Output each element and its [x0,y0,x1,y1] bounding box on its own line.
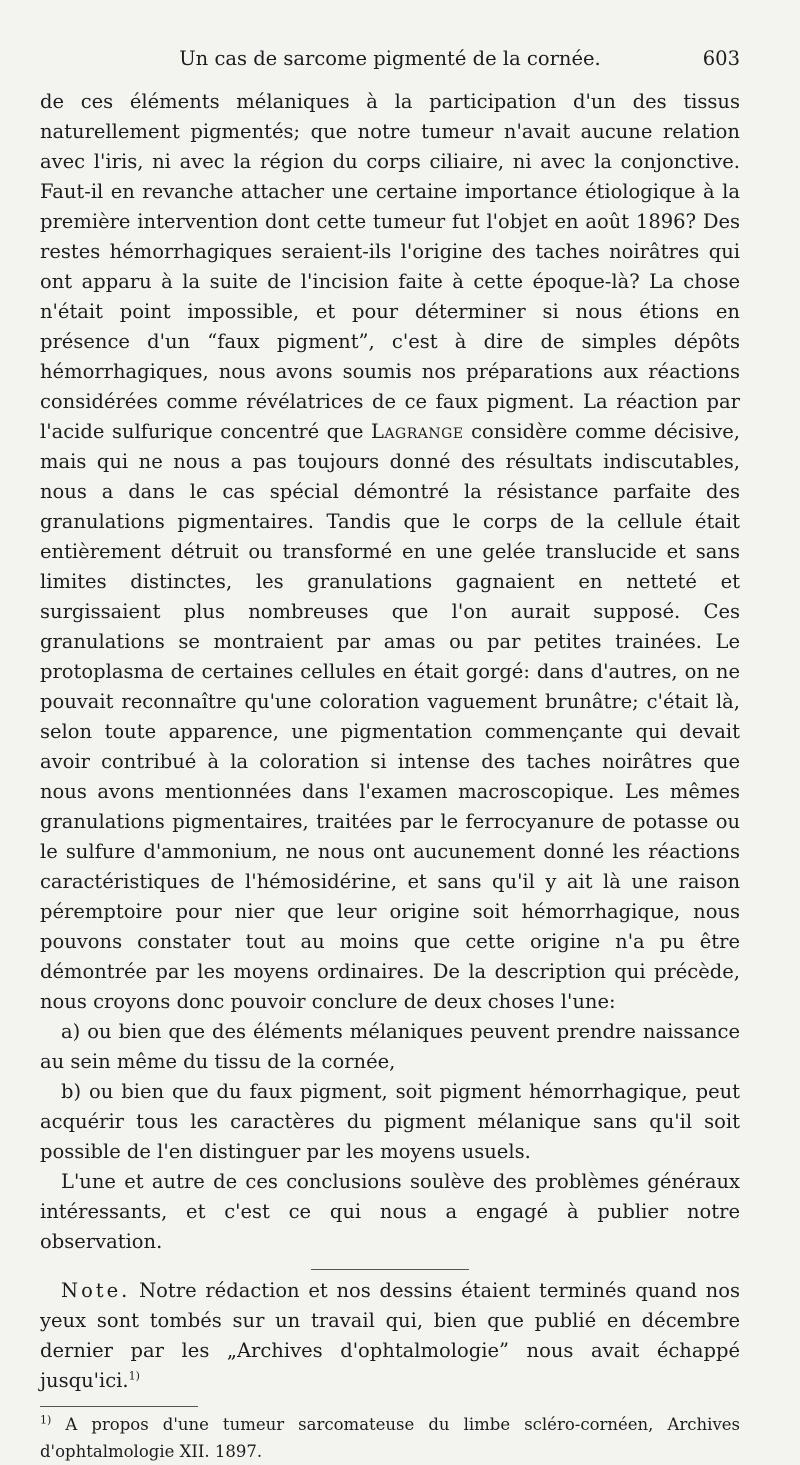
footnote-divider [40,1406,198,1407]
running-title: Un cas de sarcome pigmenté de la cornée. [179,47,601,70]
footnote-reference: 1) [128,1369,140,1383]
conclusion-item-a: a) ou bien que des éléments mélaniques peuvent prendre naissance au sein même du tissu de la cornée, [40,1020,740,1073]
page-number: 603 [702,47,740,70]
footnote-marker: 1) [40,1413,52,1427]
main-text [40,87,740,1465]
footnote-text: A propos d'une tumeur sarcomateuse du limbe scléro-cornéen, Archives d'ophtalmologie XII. 1897. [40,1415,740,1461]
note-label: Note. [61,1279,131,1302]
author-name-lagrange: Lagrange [370,420,464,443]
section-divider [311,1269,469,1270]
conclusion-item-b: b) ou bien que du faux pigment, soit pigment hémorrhagique, peut acquérir tous les caractères du pigment mélanique sans qu'il soit possible de l'en distinguer par les moyens usuels. [40,1080,740,1163]
note-paragraph [40,1276,740,1396]
paragraph-1-part-1: de ces éléments mélaniques à la participation d'un des tissus naturellement pigmentés; que notre tumeur n'avait aucune relation avec l'iris, ni avec la région du corps ciliaire, ni avec la conjonctive. Faut-il en revanche attacher une certaine importance étiologique à la première intervention dont cette tumeur fut l'objet en août 1896? Des restes hémorrhagiques seraient-ils l'origine des taches noirâtres qui ont apparu à la suite de l'incision faite à cette époque-là? La chose n'était point impossible, et pour déterminer si nous étions en présence d'un “faux pigment”, c'est à dire de simples dépôts hémorrhagiques, nous avons soumis nos préparations aux réactions considérées comme révélatrices de ce faux pigment. La réaction par l'acide sulfurique concentré que [40,90,740,443]
paragraph-1-part-2: considère comme décisive, mais qui ne nous a pas toujours donné des résultats indiscutables, nous a dans le cas spécial démontré la résistance parfaite des granulations pigmentaires. Tandis que le corps de la cellule était entièrement détruit ou transformé en une gelée translucide et sans limites distinctes, les granulations gagnaient en netteté et surgissaient plus nombreuses que l'on aurait supposé. Ces granulations se montraient par amas ou par petites trainées. Le protoplasma de certaines cellules en était gorgé: dans d'autres, on ne pouvait reconnaître qu'une coloration vaguement brunâtre; c'était là, selon toute apparence, une pigmentation commençante qui devait avoir contribué à la coloration si intense des taches noirâtres que nous avons mentionnées dans l'examen macroscopique. Les mêmes granulations pigmentaires, traitées par le ferrocyanure de potasse ou le sulfure d'ammonium, ne nous ont aucunement donné les réactions caractéristiques de l'hémosidérine, et sans qu'il y ait là une raison péremptoire pour nier que leur origine soit hémorrhagique, nous pouvons constater tout au moins que cette origine n'a pu être démontrée par les moyens ordinaires. De la description qui précède, nous croyons donc pouvoir conclure de deux choses l'une: [40,420,740,1013]
paragraph-1 [40,87,740,1017]
note-text: Notre rédaction et nos dessins étaient terminés quand nos yeux sont tombés sur un travail qui, bien que publié en décembre dernier par les „Archives d'ophtalmologie” nous avait échappé jusqu'ici. [40,1279,740,1392]
conclusion-paragraph: L'une et autre de ces conclusions soulève des problèmes généraux intéressants, et c'est ce qui nous a engagé à publier notre observation. [40,1170,740,1253]
page-header [40,44,740,74]
footnote [40,1411,740,1465]
